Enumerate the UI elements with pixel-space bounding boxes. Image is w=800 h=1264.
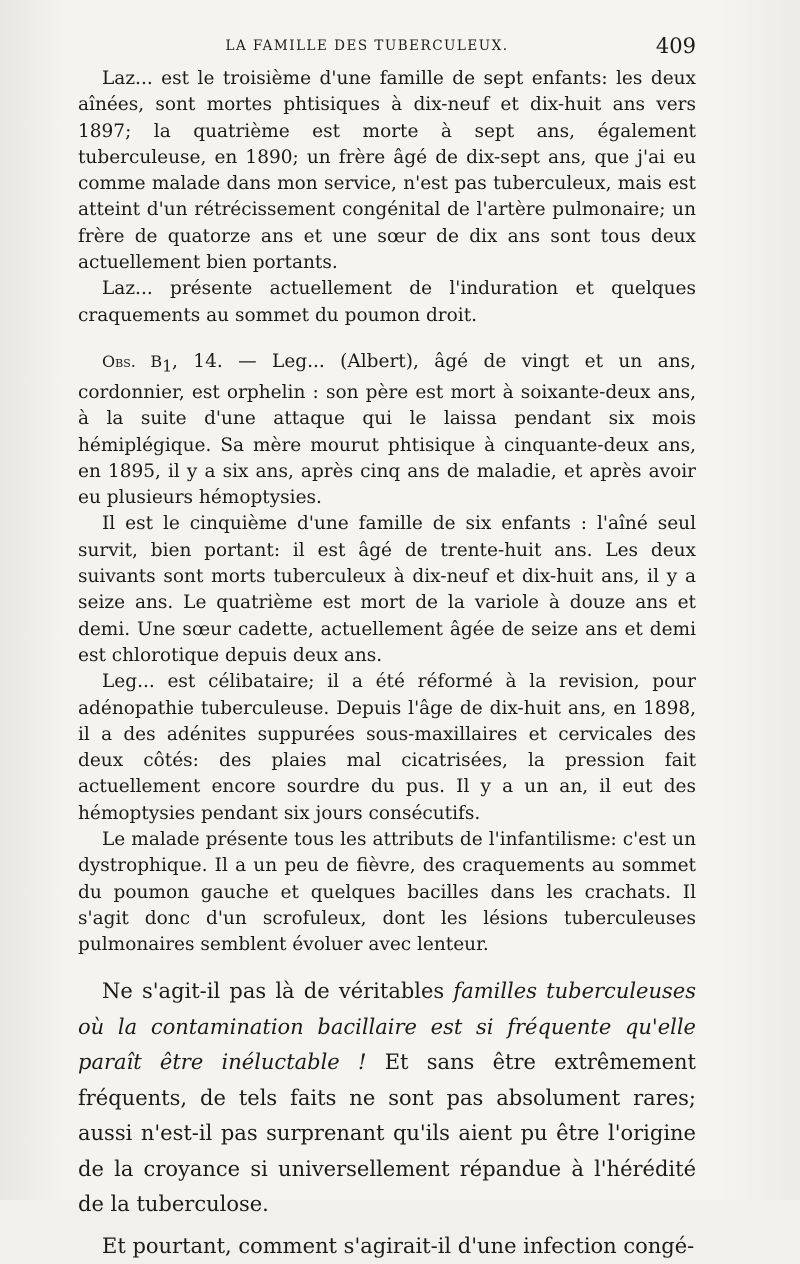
conclusion-start: Ne s'agit-il pas là de véritables [102,979,454,1004]
paragraph-leg-history: Leg... est célibataire; il a été réformé à la revision, pour adénopathie tuberculeuse. Depuis l'âge de dix-huit ans, en 1898, il a des adénites suppurées sous-maxillaires et cervicales des deux côtés: des plaies mal cicatrisées, la pression fait actuellement encore sourdre du pus. Il y a un an, il eut des hémoptysies pendant six jours consécutifs. [78,671,696,824]
paragraph-leg-siblings: Il est le cinquième d'une famille de six enfants : l'aîné seul survit, bien portant: il est âgé de trente-huit ans. Les deux suivants sont morts tuberculeux à dix-neuf et dix-huit ans, il y a seize ans. Le quatrième est mort de la variole à douze ans et demi. Une sœur cadette, actuellement âgée de seize ans et demi est chlorotique depuis deux ans. [78,513,696,666]
paragraph-leg-exam: Le malade présente tous les attributs de l'infantilisme: c'est un dystrophique. Il a un peu de fièvre, des craquements au sommet du poumon gauche et quelques bacilles dans les crachats. Il s'agit donc d'un scrofuleux, dont les lésions tuberculeuses pulmonaires semblent évoluer avec lenteur. [78,829,696,956]
running-title: LA FAMILLE DES TUBERCULEUX. [225,38,509,54]
page-number: 409 [655,34,696,58]
paragraph-conclusion [78,974,696,1223]
observation-body: , 14. — Leg... (Albert), âgé de vingt et un ans, cordonnier, est orphelin : son père est mort à soixante-deux ans, à la suite d'une attaque qui le laissa pendant six mois hémiplégique. Sa mère mourut phtisique à cinquante-deux ans, en 1895, il y a six ans, après cinq ans de maladie, et après avoir eu plusieurs hémoptysies. [78,350,696,509]
paragraph-observation-b1-14 [78,349,696,511]
observation-text [78,66,696,958]
paragraph-laz-family: Laz... est le troisième d'une famille de sept enfants: les deux aînées, sont mortes phtisiques à dix-neuf et dix-huit ans vers 1897; la quatrième est morte à sept ans, également tuberculeuse, en 1890; un frère âgé de dix-sept ans, que j'ai eu comme malade dans mon service, n'est pas tuberculeux, mais est atteint d'un rétrécissement congénital de l'artère pulmonaire; un frère de quatorze ans et une sœur de dix ans sont tous deux actuellement bien portants. [78,68,696,274]
paragraph-laz-exam: Laz... présente actuellement de l'induration et quelques craquements au sommet du poumon droit. [78,278,696,326]
paragraph-final: Et pourtant, comment s'agirait-il d'une infection congé- [102,1233,695,1258]
observation-subscript: 1 [162,357,173,376]
conclusion-italic: familles tuberculeuses où la contamination bacillaire est si fréquente qu'elle paraît être inéluctable ! [78,979,696,1075]
conclusion-text [78,974,696,1264]
observation-label: Obs. B [102,351,163,371]
conclusion-end: Et sans être extrêmement fréquents, de tels faits ne sont pas absolument rares; aussi n'est-il pas surprenant qu'ils aient pu être l'origine de la croyance si universellement répandue à l'hérédité de la tuberculose. [78,1050,696,1217]
running-head [78,30,696,62]
